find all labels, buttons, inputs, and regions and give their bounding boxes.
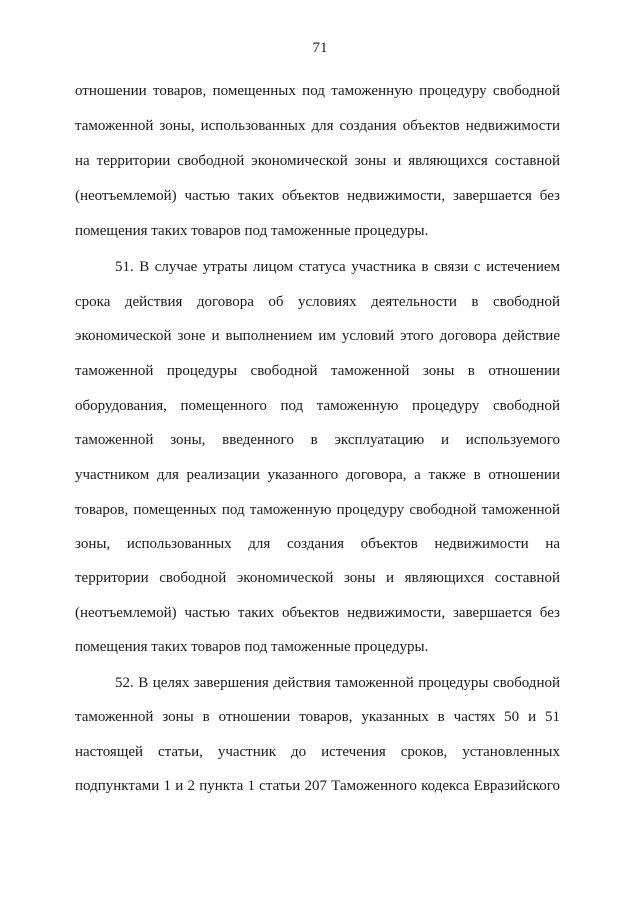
page-number: 71: [312, 40, 328, 56]
text-line: (неотъемлемой) частью таких объектов недвижимости, завершается без: [75, 605, 560, 621]
text-line: на территории свободной экономической зоны и являющихся составной: [75, 153, 560, 169]
text-line: таможенной зоны, введенного в эксплуатацию и используемого: [75, 432, 560, 448]
text-line: экономической зоне и выполнением им условий этого договора действие: [75, 328, 560, 344]
text-line: участником для реализации указанного договора, а также в отношении: [75, 467, 560, 483]
text-line: оборудования, помещенного под таможенную процедуру свободной: [75, 398, 560, 414]
text-line: таможенной зоны в отношении товаров, указанных в частях 50 и 51: [75, 709, 560, 725]
text-line: 51. В случае утраты лицом статуса участника в связи с истечением: [115, 259, 560, 275]
text-line: территории свободной экономической зоны и являющихся составной: [75, 570, 560, 586]
text-line: помещения таких товаров под таможенные процедуры.: [75, 639, 429, 655]
text-line: срока действия договора об условиях деятельности в свободной: [75, 294, 560, 310]
text-line: помещения таких товаров под таможенные процедуры.: [75, 223, 429, 239]
text-line: настоящей статьи, участник до истечения сроков, установленных: [75, 744, 560, 760]
text-line: зоны, использованных для создания объектов недвижимости на: [75, 536, 560, 552]
text-line: таможенной процедуры свободной таможенной зоны в отношении: [75, 363, 560, 379]
text-line: таможенной зоны, использованных для создания объектов недвижимости: [75, 118, 560, 134]
text-line: 52. В целях завершения действия таможенной процедуры свободной: [115, 675, 560, 691]
text-line: товаров, помещенных под таможенную процедуру свободной таможенной: [75, 502, 560, 518]
text-line: (неотъемлемой) частью таких объектов недвижимости, завершается без: [75, 188, 560, 204]
text-line: подпунктами 1 и 2 пункта 1 статьи 207 Таможенного кодекса Евразийского: [75, 778, 560, 794]
text-line: отношении товаров, помещенных под таможенную процедуру свободной: [75, 83, 560, 99]
